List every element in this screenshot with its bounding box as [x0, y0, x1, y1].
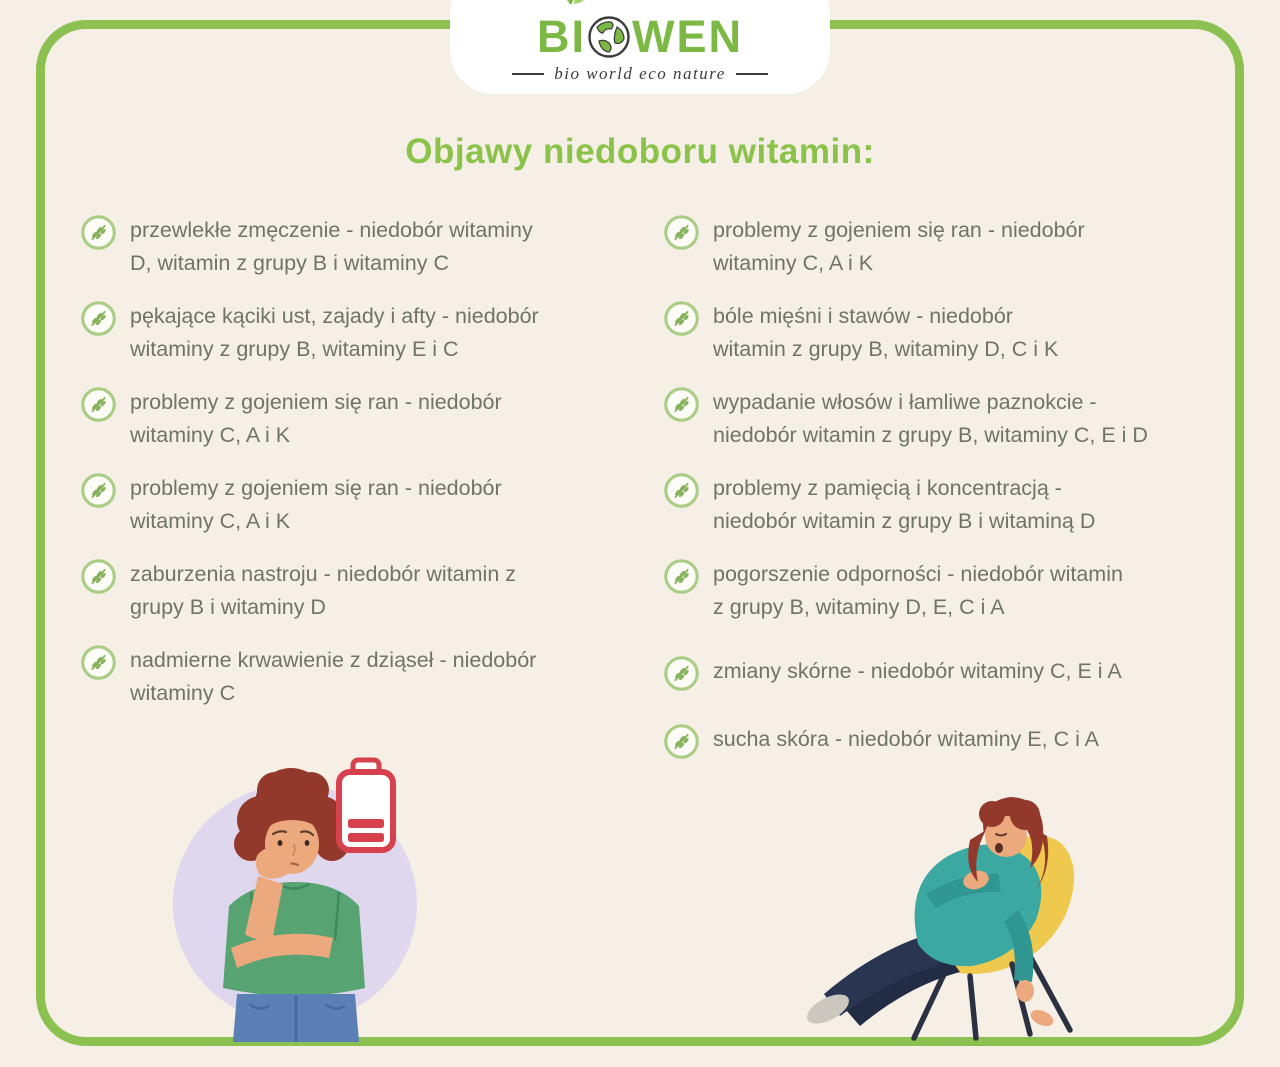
tagline-dash-left	[512, 73, 544, 75]
symptom-text: problemy z pamięcią i koncentracją - niedobór witamin z grupy B i witaminą D	[713, 476, 1096, 533]
symptom-item	[663, 214, 1223, 280]
page-title: Objawy niedoboru witamin:	[405, 132, 875, 171]
logo-text-wen: WEN	[632, 11, 743, 62]
leaf-sprig-icon	[80, 558, 117, 595]
symptom-item	[80, 386, 663, 452]
symptom-item	[80, 644, 663, 710]
biowen-logo	[537, 11, 743, 62]
symptom-item	[80, 300, 663, 366]
symptom-text: przewlekłe zmęczenie - niedobór witaminy D, witamin z grupy B i witaminy C	[130, 218, 533, 275]
symptoms-columns	[80, 214, 1223, 780]
leaf-sprig-icon	[663, 300, 700, 337]
leaf-sprig-icon	[80, 386, 117, 423]
symptom-text: problemy z gojeniem się ran - niedobór witaminy C, A i K	[713, 218, 1085, 275]
logo-tagline: bio world eco nature	[554, 64, 726, 83]
symptom-item	[663, 723, 1223, 760]
leaf-sprig-icon	[80, 214, 117, 251]
symptom-text: bóle mięśni i stawów - niedobór witamin z grupy B, witaminy D, C i K	[713, 304, 1059, 361]
symptom-text: pogorszenie odporności - niedobór witamin z grupy B, witaminy D, E, C i A	[713, 562, 1123, 619]
leaf-sprig-icon	[663, 472, 700, 509]
leaf-sprig-icon	[80, 300, 117, 337]
low-battery-icon	[339, 760, 393, 850]
symptom-text: zaburzenia nastroju - niedobór witamin z grupy B i witaminy D	[130, 562, 517, 619]
symptom-item	[663, 472, 1223, 538]
leaf-sprig-icon	[663, 723, 700, 760]
symptom-text: zmiany skórne - niedobór witaminy C, E i A	[713, 659, 1122, 683]
sleeping-person-svg	[778, 772, 1098, 1044]
leaf-sprig-icon	[663, 655, 700, 692]
symptom-text: problemy z gojeniem się ran - niedobór witaminy C, A i K	[130, 476, 502, 533]
symptom-text: wypadanie włosów i łamliwe paznokcie - niedobór witamin z grupy B, witaminy C, E i D	[713, 390, 1148, 447]
symptom-item	[663, 300, 1223, 366]
symptom-item	[80, 472, 663, 538]
symptom-item	[663, 386, 1223, 452]
symptom-item	[663, 558, 1223, 624]
logo-tagline-row	[512, 64, 768, 84]
symptom-item	[80, 214, 663, 280]
tagline-dash-right	[736, 73, 768, 75]
globe-icon	[587, 15, 631, 59]
symptom-item	[80, 558, 663, 624]
logo-box	[450, 0, 830, 94]
tired-person-illustration	[163, 742, 435, 1042]
leaf-sprig-icon	[80, 472, 117, 509]
symptom-item	[663, 655, 1223, 692]
symptom-text: problemy z gojeniem się ran - niedobór witaminy C, A i K	[130, 390, 502, 447]
leaf-sprig-icon	[663, 214, 700, 251]
symptoms-column-left	[80, 214, 663, 780]
leaf-sprig-icon	[80, 644, 117, 681]
symptoms-column-right	[663, 214, 1223, 780]
leaf-icon	[554, 0, 594, 11]
symptom-text: sucha skóra - niedobór witaminy E, C i A	[713, 727, 1099, 751]
leaf-sprig-icon	[663, 558, 700, 595]
logo-text-bi: BI	[537, 11, 586, 62]
sleeping-person-illustration	[778, 772, 1098, 1044]
tired-person-svg	[163, 742, 435, 1042]
symptom-text: pękające kąciki ust, zajady i afty - niedobór witaminy z grupy B, witaminy E i C	[130, 304, 539, 361]
leaf-sprig-icon	[663, 386, 700, 423]
symptom-text: nadmierne krwawienie z dziąseł - niedobór witaminy C	[130, 648, 537, 705]
